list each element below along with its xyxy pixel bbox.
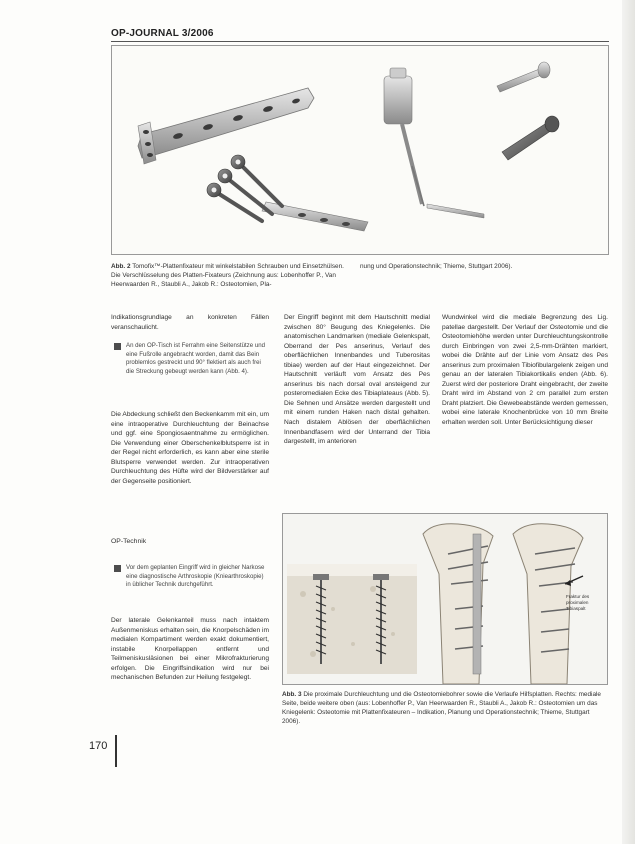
osteotomy-illustration	[283, 514, 608, 685]
page-number: 170	[89, 740, 108, 752]
note-marker-icon	[114, 343, 121, 350]
implant-photo-frame	[111, 45, 609, 255]
t-plate-lower	[207, 155, 368, 231]
bone-block	[287, 564, 417, 674]
figure2-label: Abb. 2	[111, 263, 131, 270]
header-rule	[111, 41, 609, 42]
page-edge-shadow	[622, 0, 635, 844]
fracture-callout: Fraktur des proximalen Tibiaspalt	[566, 594, 590, 611]
left-column-body2: Der laterale Gelenkanteil muss nach intaktem Außenmeniskus erhalten sein, die Knorpelschäden im medialen Kompartiment werden exakt dokumentiert, instabile Knorpellappen entfernt und Teilmeniskusläsionen bei einer Mikrofrakturierung erfolgen. Die Eingriffsindikation wird nur bei mechanischen Befunden zur Heilung festgelegt.	[111, 617, 269, 682]
note-marker-icon	[114, 565, 121, 572]
journal-header: OP-JOURNAL 3/2006	[111, 28, 214, 39]
figure2-caption-text: Tomofix™-Plattenfixateur mit winkelstabilen Schrauben und Einsetzhülsen. Die Verschlüsselung des Platten-Fixateurs (Zeichnung aus: Lobenhoffer P., Van Heerwaarden R., Staubli A., Jakob R.: Osteotomien, Pla-	[111, 263, 344, 288]
note-box-arthroscopy: Vor dem geplanten Eingriff wird in gleicher Narkose eine diagnostische Arthroskopie (Kniearthroskopie) in üblicher Technik durchgeführt.	[126, 564, 265, 588]
left-column-intro: Indikationsgrundlage an konkreten Fällen veranschaulicht.	[111, 314, 269, 331]
tibia-left	[423, 524, 493, 684]
osteotomy-illustration-frame	[282, 513, 608, 685]
locking-screws	[497, 62, 559, 160]
middle-column-body: Der Eingriff beginnt mit dem Hautschnitt medial zwischen 80° Beugung des Kniegelenks. Die anatomischen Landmarken (mediale Gelenkspalt, Oberrand der Pes anserinus, Verlauf des oberflächlichen Innenbandes und Tuberositas tibiae) werden auf der Haut eingezeichnet. Der Hautschnitt verläuft vom Ansatz des Pes anserinus bis nach dorsal oval ansteigend zur posteromedialen Ecke des Tibiaplateaus (Abb. 5). Die Sehnen und Ansätze werden dargestellt und mit einem runden Haken nach distal gehalten. Nach distalem Ablösen der oberflächlichen Innenbandfasern wird der Unterrand der Tibia dargestellt, im anterioren	[284, 314, 430, 446]
implant-photo	[112, 46, 609, 255]
t-plate-upper	[138, 88, 314, 164]
figure3-caption-text: Die proximale Durchleuchtung und die Osteotomiebohrer sowie die Verlaufe Hilfsplatten. Rechts: mediale Seite, beide weitere oben (aus: Lobenhoffer P., Van Heerwaarden R., Staubli A., Jakob R.: Osteotomien um das Kniegelenk: Osteotomie mit Plattenfixateuren – Indikation, Planung und Operationstechnik; Thieme, Stuttgart 2006).	[282, 691, 601, 725]
left-column-body1: Die Abdeckung schließt den Beckenkamm mit ein, um eine intraoperative Durchleuchtung der Beinachse und ggf. eine Spongiosaentnahme zu ermöglichen. Die Verwendung einer Oberschenkelblutsperre ist in der Regel nicht erforderlich, es kann aber eine sterile Blutsperre verwendet werden. Zur intraoperativen Durchleuchtung des Hüfte wird der Bildverstärker auf der Gegenseite positioniert.	[111, 411, 269, 485]
figure3-caption	[282, 690, 608, 726]
note-box-setup: An den OP-Tisch ist Ferrahm eine Seitenstütze und eine Fußrolle angebracht worden, damit das Bein problemlos gestreckt und 90° flektiert als auch frei die Streckung gebeugt werden kann (Abb. 4).	[126, 342, 265, 375]
page-number-rule	[115, 735, 117, 767]
figure2-caption-left	[111, 262, 351, 289]
figure2-caption-right: nung und Operationstechnik; Thieme, Stuttgart 2006).	[360, 263, 513, 270]
figure3-label: Abb. 3	[282, 691, 302, 698]
right-column-body: Wundwinkel wird die mediale Begrenzung des Lig. patellae dargestellt. Der Verlauf der Osteotomie und die Osteotomiehöhe werden unter Durchleuchtungskontrolle durch Einbringen von zwei 2,5-mm-Drähten markiert, wobei die Drähte auf der Linie vom Ansatz des Pes anserinus zum proximalen Tibiofibulargelenk zeigen und genau an der lateralen Tibiakortikalis enden (Abb. 6). Zuerst wird der posteriore Draht eingebracht, der zweite Draht wird im Abstand von 2 cm parallel zum ersten Draht platziert. Die Gewebeabstände werden gemessen, wobei eine laterale Knochenbrücke von 10 mm Breite erhalten werden soll. Unter Berücksichtigung dieser	[442, 314, 608, 427]
section-heading-op-technik: OP-Technik	[111, 538, 147, 545]
drill-sleeve	[384, 68, 484, 218]
